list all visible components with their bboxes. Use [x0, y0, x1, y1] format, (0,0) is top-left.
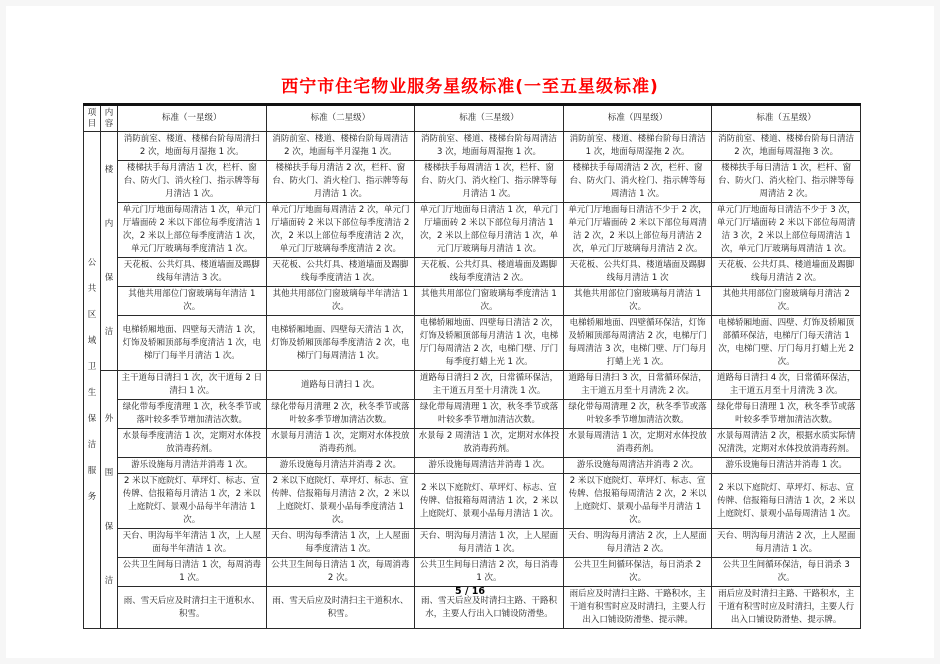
standard-cell: 公共卫生间每日清洁 1 次，每周消毒 1 次。 [118, 558, 267, 587]
standard-cell: 道路每日清扫 1 次。 [266, 371, 415, 400]
standard-cell: 消防前室、楼道、楼梯台阶每周清洁 2 次，地面每半月湿拖 1 次。 [266, 132, 415, 161]
table-row [84, 316, 861, 371]
table-row [84, 400, 861, 429]
header-star-2: 标准（二星级） [266, 105, 415, 132]
standard-cell: 游乐设施每月清洁并消毒 1 次。 [118, 458, 267, 474]
content-group-cell [101, 132, 118, 371]
standard-cell: 电梯轿厢地面、四壁、灯饰及轿厢顶部循环保洁，电梯厅门每天清洁 1 次，电梯门壁、厅门每月打蜡上光 2 次。 [712, 316, 861, 371]
standard-cell: 电梯轿厢地面、四壁每天清洁 1 次，灯饰及轿厢顶部每季度清洁 1 次，电梯厅门每半月清洁 1 次。 [118, 316, 267, 371]
standard-cell: 天台、明沟每月清洁 2 次，上人屋面每月清洁 2 次。 [563, 529, 712, 558]
standard-cell: 天台、明沟每月清洁 1 次，上人屋面每月清洁 1 次。 [415, 529, 564, 558]
header-star-3: 标准（三星级） [415, 105, 564, 132]
standard-cell: 单元门厅地面每日清洁不少于 2 次，单元门厅墙面砖 2 米以下部位每周清洁 2 次，2 米以上部位每月清洁 2 次，单元门厅玻璃每月清洁 2 次。 [563, 203, 712, 258]
standard-cell: 水景每月清洁 1 次，定期对水体投放消毒药剂。 [266, 429, 415, 458]
standard-cell: 天花板、公共灯具、楼道墙面及踢脚线每季度清洁 1 次。 [266, 258, 415, 287]
project-group-label: 公共区域卫生保洁服务 [87, 258, 97, 502]
standard-cell: 天花板、公共灯具、楼道墙面及踢脚线每年清洁 3 次。 [118, 258, 267, 287]
standard-cell: 单元门厅地面每周清洁 1 次，单元门厅墙面砖 2 米以下部位每季度清洁 1 次，2 米以上部位每季度清洁 1 次，单元门厅玻璃每季度清洁 1 次。 [118, 203, 267, 258]
table-row [84, 132, 861, 161]
standard-cell: 天花板、公共灯具、楼道墙面及踢脚线每季度清洁 2 次。 [415, 258, 564, 287]
standard-cell: 其他共用部位门窗玻璃每年清洁 1 次。 [118, 287, 267, 316]
standard-cell: 绿化带每月清理 2 次，秋冬季节或落叶较多季节增加清洁次数。 [266, 400, 415, 429]
header-content-label: 内容 [104, 108, 114, 129]
standard-cell: 雨后应及时清扫主路、干路积水，主干道有积雪时应及时清扫，主要人行出入口铺设防滑垫、提示牌。 [712, 587, 861, 629]
content-group-label: 楼内保洁 [104, 165, 114, 337]
standard-cell: 电梯轿厢地面、四壁循环保洁，灯饰及轿厢顶部每周清洁 2 次，电梯厅门每周清洁 3 次，电梯门壁、厅门每月打蜡上光 1 次。 [563, 316, 712, 371]
page-title: 西宁市住宅物业服务星级标准(一至五星级标准) [281, 77, 659, 97]
standard-cell: 主干道每日清扫 1 次，次干道每 2 日清扫 1 次。 [118, 371, 267, 400]
standard-cell: 单元门厅地面每日清洁不少于 3 次，单元门厅墙面砖 2 米以下部位每周清洁 3 次，2 米以上部位每周清洁 1 次，单元门厅玻璃每周清洁 1 次。 [712, 203, 861, 258]
standard-cell: 2 米以下庭院灯、草坪灯、标志、宣传牌、信报箱每日清洁 1 次，2 米以上庭院灯、景观小品每周清洁 1 次。 [712, 474, 861, 529]
standard-cell: 消防前室、楼道、楼梯台阶每周清洁 3 次，地面每周湿拖 1 次。 [415, 132, 564, 161]
header-content [101, 105, 118, 132]
standard-cell: 天台、明沟每月清洁 2 次，上人屋面每月清洁 1 次。 [712, 529, 861, 558]
table-row [84, 287, 861, 316]
standard-cell: 道路每日清扫 2 次，日常循环保洁，主干道五月至十月清洗 1 次。 [415, 371, 564, 400]
table-row [84, 371, 861, 400]
table-row [84, 429, 861, 458]
header-star-5: 标准（五星级） [712, 105, 861, 132]
header-star-1: 标准（一星级） [118, 105, 267, 132]
standard-cell: 其他共用部位门窗玻璃每半年清洁 1 次。 [266, 287, 415, 316]
standard-cell: 绿化带每周清理 2 次，秋冬季节或落叶较多季节增加清洁次数。 [563, 400, 712, 429]
standard-cell: 单元门厅地面每日清洁 1 次，单元门厅墙面砖 2 米以下部位每月清洁 1 次，2 米以上部位每月清洁 1 次，单元门厅玻璃每月清洁 1 次。 [415, 203, 564, 258]
standard-cell: 水景每周清洁 1 次，定期对水体投放消毒药剂。 [563, 429, 712, 458]
table-row [84, 558, 861, 587]
standards-table [83, 103, 861, 629]
page-number: 5 / 16 [455, 586, 485, 597]
table-row [84, 474, 861, 529]
table-header [84, 105, 861, 132]
standard-cell: 雨、雪天后应及时清扫主路、干路积水，主要人行出入口铺设防滑垫。 [415, 587, 564, 629]
standard-cell: 游乐设施每月清洁并消毒 2 次。 [266, 458, 415, 474]
standard-cell: 雨后应及时清扫主路、干路积水，主干道有积雪时应及时清扫，主要人行出入口铺设防滑垫、提示牌。 [563, 587, 712, 629]
standard-cell: 楼梯扶手每周清洁 1 次，栏杆、窗台、防火门、消火栓门、指示牌等每月清洁 1 次。 [415, 161, 564, 203]
standard-cell: 道路每日清扫 4 次，日常循环保洁，主干道五月至十月清洗 3 次。 [712, 371, 861, 400]
standard-cell: 楼梯扶手每周清洁 2 次，栏杆、窗台、防火门、消火栓门、指示牌等每周清洁 1 次。 [563, 161, 712, 203]
table-body [84, 132, 861, 629]
document-page [6, 6, 934, 658]
header-project [84, 105, 101, 132]
standard-cell: 2 米以下庭院灯、草坪灯、标志、宣传牌、信报箱每月清洁 1 次，2 米以上庭院灯、景观小品每半年清洁 1 次。 [118, 474, 267, 529]
standard-cell: 公共卫生间循环保洁，每日消杀 3 次。 [712, 558, 861, 587]
standard-cell: 其他共用部位门窗玻璃每季度清洁 1 次。 [415, 287, 564, 316]
standard-cell: 绿化带每季度清理 1 次，秋冬季节或落叶较多季节增加清洁次数。 [118, 400, 267, 429]
standard-cell: 公共卫生间每日清洁 2 次，每日消毒 1 次。 [415, 558, 564, 587]
table-row [84, 161, 861, 203]
project-group-cell [84, 132, 101, 629]
standard-cell: 水景每季度清洁 1 次，定期对水体投放消毒药剂。 [118, 429, 267, 458]
table-row [84, 258, 861, 287]
content-group-label: 外围保洁 [104, 413, 114, 586]
standard-cell: 游乐设施每周清洁并消毒 1 次。 [415, 458, 564, 474]
standard-cell: 2 米以下庭院灯、草坪灯、标志、宣传牌、信报箱每周清洁 2 次，2 米以上庭院灯、景观小品每半月清洁 1 次。 [563, 474, 712, 529]
header-row [84, 105, 861, 132]
standard-cell: 水景每 2 周清洁 1 次，定期对水体投放消毒药剂。 [415, 429, 564, 458]
table-row [84, 529, 861, 558]
standard-cell: 绿化带每日清理 1 次，秋冬季节或落叶较多季节增加清洁次数。 [712, 400, 861, 429]
standard-cell: 天台、明沟每季清洁 1 次，上人屋面每季度清洁 1 次。 [266, 529, 415, 558]
standard-cell: 水景每周清洁 2 次，根据水质实际情况清洗，定期对水体投放消毒药剂。 [712, 429, 861, 458]
table-row [84, 203, 861, 258]
standard-cell: 雨、雪天后应及时清扫主干道积水、积雪。 [118, 587, 267, 629]
standard-cell: 游乐设施每周清洁并消毒 2 次。 [563, 458, 712, 474]
standard-cell: 消防前室、楼道、楼梯台阶每周清扫 2 次，地面每月湿拖 1 次。 [118, 132, 267, 161]
standard-cell: 2 米以下庭院灯、草坪灯、标志、宣传牌、信报箱每周清洁 1 次，2 米以上庭院灯、景观小品每月清洁 1 次。 [415, 474, 564, 529]
standard-cell: 雨、雪天后应及时清扫主干道积水、积雪。 [266, 587, 415, 629]
standard-cell: 其他共用部位门窗玻璃每月清洁 2 次。 [712, 287, 861, 316]
standard-cell: 单元门厅地面每周清洁 2 次，单元门厅墙面砖 2 米以下部位每季度清洁 2 次，2 米以上部位每季度清洁 2 次，单元门厅玻璃每季度清洁 2 次。 [266, 203, 415, 258]
standard-cell: 道路每日清扫 3 次，日常循环保洁，主干道五月至十月清洗 2 次。 [563, 371, 712, 400]
standard-cell: 楼梯扶手每日清洁 1 次，栏杆、窗台、防火门、消火栓门、指示牌等每周清洁 2 次。 [712, 161, 861, 203]
standard-cell: 天花板、公共灯具、楼道墙面及踢脚线每月清洁 2 次。 [712, 258, 861, 287]
header-project-label: 项目 [87, 108, 97, 129]
standard-cell: 公共卫生间循环保洁，每日消杀 2 次。 [563, 558, 712, 587]
standard-cell: 楼梯扶手每月清洁 2 次，栏杆、窗台、防火门、消火栓门、指示牌等每月清洁 1 次。 [266, 161, 415, 203]
standard-cell: 天台、明沟每半年清洁 1 次，上人屋面每半年清洁 1 次。 [118, 529, 267, 558]
standard-cell: 消防前室、楼道、楼梯台阶每日清洁 1 次，地面每周湿拖 2 次。 [563, 132, 712, 161]
standard-cell: 电梯轿厢地面、四壁每天清洁 1 次，灯饰及轿厢顶部每季度清洁 2 次，电梯厅门每周清洁 1 次。 [266, 316, 415, 371]
standard-cell: 楼梯扶手每月清洁 1 次，栏杆、窗台、防火门、消火栓门、指示牌等每月清洁 1 次。 [118, 161, 267, 203]
standard-cell: 其他共用部位门窗玻璃每月清洁 1 次。 [563, 287, 712, 316]
table-row [84, 458, 861, 474]
standard-cell: 天花板、公共灯具、楼道墙面及踢脚线每月清洁 1 次 [563, 258, 712, 287]
standard-cell: 绿化带每周清理 1 次，秋冬季节或落叶较多季节增加清洁次数。 [415, 400, 564, 429]
header-star-4: 标准（四星级） [563, 105, 712, 132]
standard-cell: 游乐设施每日清洁并消毒 1 次。 [712, 458, 861, 474]
standard-cell: 公共卫生间每日清洁 1 次，每周消毒 2 次。 [266, 558, 415, 587]
standard-cell: 消防前室、楼道、楼梯台阶每日清洁 2 次，地面每周湿拖 3 次。 [712, 132, 861, 161]
standard-cell: 2 米以下庭院灯、草坪灯、标志、宣传牌、信报箱每月清洁 2 次，2 米以上庭院灯、景观小品每季度清洁 1 次。 [266, 474, 415, 529]
standard-cell: 电梯轿厢地面、四壁每日清洁 2 次，灯饰及轿厢顶部每月清洁 1 次，电梯厅门每周清洁 2 次，电梯门壁、厅门每季度打蜡上光 1 次。 [415, 316, 564, 371]
